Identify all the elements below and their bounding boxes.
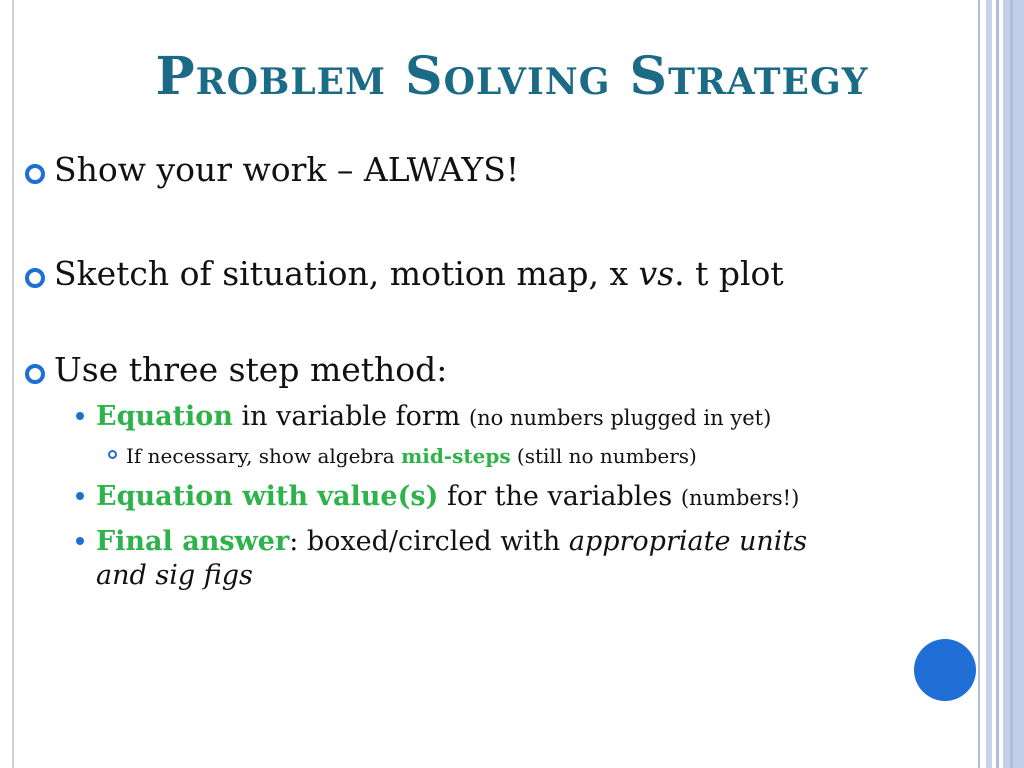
subbullet-text: for the variables <box>438 481 681 512</box>
subbullet-equation <box>96 400 956 434</box>
subbullet-strong: Final answer <box>96 526 290 557</box>
dot-bullet-icon <box>76 412 84 420</box>
subsub-text: (still no numbers) <box>510 444 697 468</box>
slide-frame-left <box>12 0 14 768</box>
subbullet-strong: Equation with value(s) <box>96 481 439 512</box>
slide-frame-right-edge <box>1003 0 1024 768</box>
subbullet-italic: appropriate units <box>568 526 808 557</box>
bullet-text: Show your work – ALWAYS! <box>54 150 520 189</box>
slide-frame-right-line <box>996 0 999 768</box>
subbullet-text: boxed/circled with <box>298 526 569 557</box>
subbullet-strong: Equation <box>96 401 233 432</box>
subsubbullet-mid-steps <box>126 444 697 468</box>
subbullet-final-answer <box>96 525 956 593</box>
subbullet-colon: : <box>289 526 299 557</box>
subbullet-italic: and sig figs <box>96 559 253 591</box>
subbullet-note: (numbers!) <box>680 486 800 510</box>
bullet-text-italic: vs <box>638 254 675 293</box>
ring-bullet-icon <box>25 364 45 384</box>
dot-bullet-icon <box>76 492 84 500</box>
bullet-three-step <box>54 352 447 388</box>
subsub-strong: mid-steps <box>401 444 511 468</box>
bullet-sketch <box>54 256 784 292</box>
small-ring-bullet-icon <box>108 450 117 459</box>
subbullet-note: (no numbers plugged in yet) <box>468 406 772 430</box>
bullet-show-work <box>54 152 519 188</box>
subbullet-equation-values <box>96 480 956 514</box>
subbullet-text: in variable form <box>232 401 469 432</box>
dot-bullet-icon <box>76 537 84 545</box>
blue-circle-icon <box>914 639 976 701</box>
ring-bullet-icon <box>25 164 45 184</box>
bullet-text: . t plot <box>674 254 784 293</box>
bullet-text: Sketch of situation, motion map, x <box>54 254 639 293</box>
subsub-text: If necessary, show algebra <box>126 444 402 468</box>
ring-bullet-icon <box>25 268 45 288</box>
slide-frame-right-edge-line <box>1010 0 1013 768</box>
slide-frame-right <box>978 0 980 768</box>
bullet-text: Use three step method: <box>54 350 448 389</box>
slide-title: Problem Solving Strategy <box>155 46 869 107</box>
slide-frame-right-band <box>986 0 992 768</box>
